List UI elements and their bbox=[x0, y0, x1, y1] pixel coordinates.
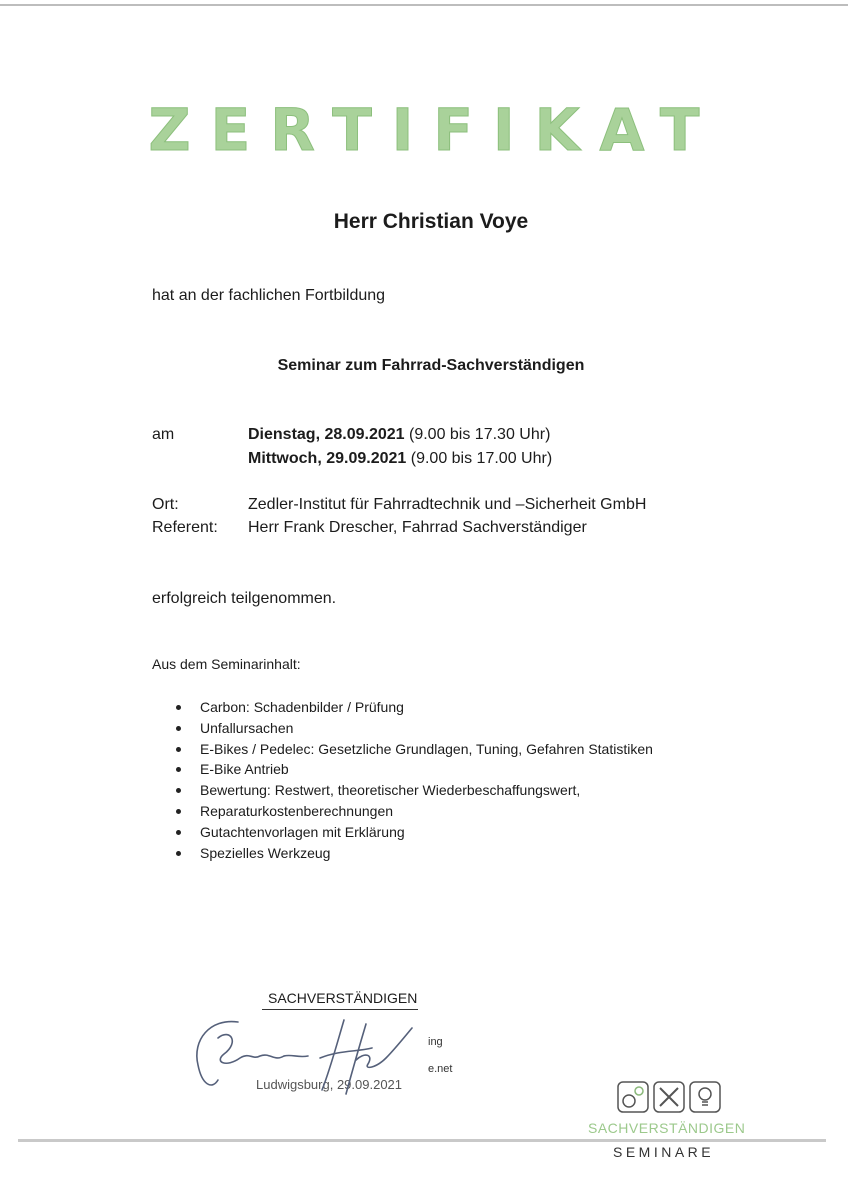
logo-subtitle: SEMINARE bbox=[613, 1144, 715, 1160]
list-item: E-Bike Antrieb bbox=[176, 759, 653, 780]
content-heading: Aus dem Seminarinhalt: bbox=[152, 656, 301, 672]
logo-icons bbox=[616, 1080, 724, 1116]
list-item: Unfallursachen bbox=[176, 718, 653, 739]
speaker-value: Herr Frank Drescher, Fahrrad Sachverständiger bbox=[248, 519, 587, 536]
certificate-title: ZERTIFIKAT bbox=[148, 96, 720, 164]
bottom-rule bbox=[18, 1139, 826, 1142]
top-rule bbox=[0, 4, 848, 6]
stamp-fragment-2: e.net bbox=[428, 1063, 453, 1075]
signature-label: SACHVERSTÄNDIGEN bbox=[268, 990, 418, 1006]
lightbulb-icon bbox=[690, 1082, 720, 1112]
date-time-2: (9.00 bis 17.00 Uhr) bbox=[406, 450, 553, 467]
seminar-title: Seminar zum Fahrrad-Sachverständigen bbox=[277, 357, 585, 374]
logo-name: SACHVERSTÄNDIGEN bbox=[588, 1120, 746, 1136]
stamp-fragment-1: ing bbox=[428, 1036, 443, 1048]
date-day-1: Dienstag, 28.09.2021 bbox=[248, 426, 405, 443]
date-line-2 bbox=[248, 450, 552, 468]
date-time-1: (9.00 bis 17.30 Uhr) bbox=[404, 426, 551, 443]
date-label: am bbox=[152, 426, 175, 443]
list-item: E-Bikes / Pedelec: Gesetzliche Grundlagen, Tuning, Gefahren Statistiken bbox=[176, 739, 653, 760]
list-item: Bewertung: Restwert, theoretischer Wiederbeschaffungswert, bbox=[176, 780, 653, 801]
location-label: Ort: bbox=[152, 496, 179, 513]
recipient-name: Herr Christian Voye bbox=[333, 210, 529, 233]
place-date: Ludwigsburg, 29.09.2021 bbox=[256, 1077, 403, 1092]
gears-icon bbox=[618, 1082, 648, 1112]
intro-text: hat an der fachlichen Fortbildung bbox=[152, 287, 386, 304]
handwritten-signature bbox=[180, 1010, 420, 1100]
date-line-1 bbox=[248, 426, 550, 444]
location-value: Zedler-Institut für Fahrradtechnik und –Sicherheit GmbH bbox=[248, 496, 647, 513]
list-item: Carbon: Schadenbilder / Prüfung bbox=[176, 697, 653, 718]
speaker-label: Referent: bbox=[152, 519, 218, 536]
tools-icon bbox=[654, 1082, 684, 1112]
date-day-2: Mittwoch, 29.09.2021 bbox=[248, 450, 407, 467]
completion-text: erfolgreich teilgenommen. bbox=[152, 590, 337, 607]
content-list bbox=[176, 697, 653, 863]
list-item: Spezielles Werkzeug bbox=[176, 843, 653, 864]
list-item: Gutachtenvorlagen mit Erklärung bbox=[176, 822, 653, 843]
list-item-continuation: Reparaturkostenberechnungen bbox=[176, 801, 653, 822]
